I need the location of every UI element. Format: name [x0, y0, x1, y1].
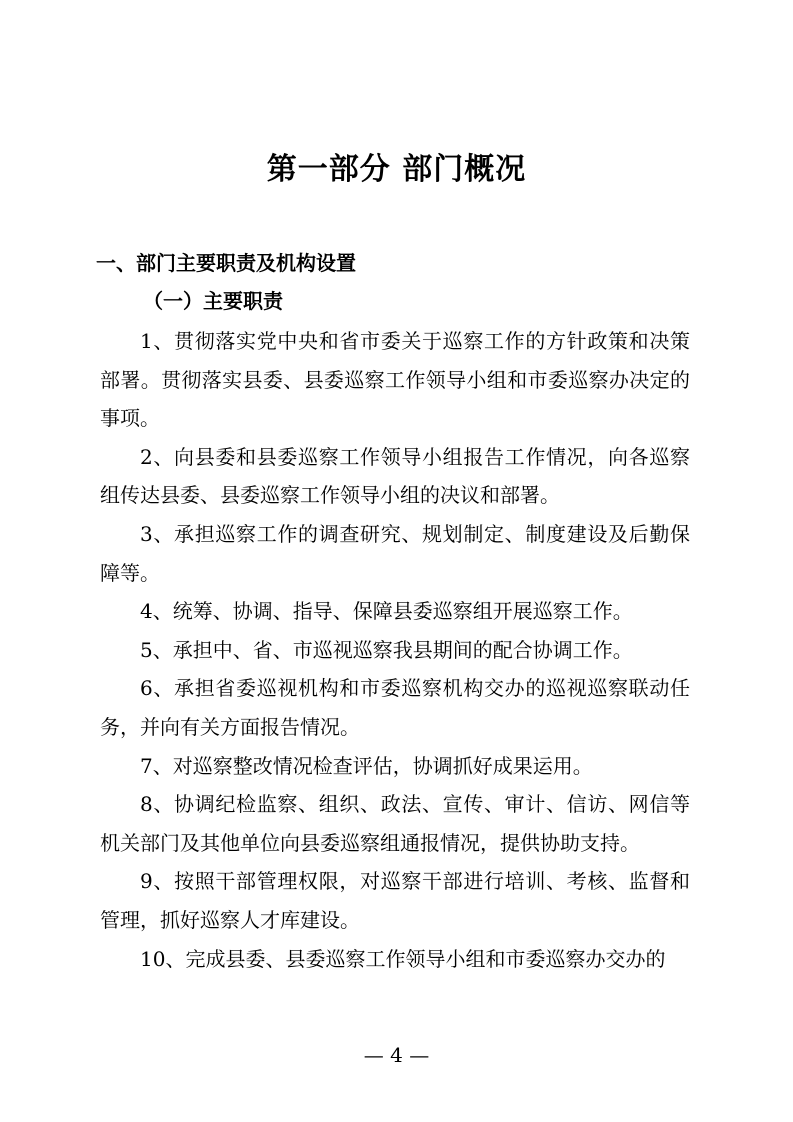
body-text	[100, 322, 690, 978]
paragraph-8: 8、协调纪检监察、组织、政法、宣传、审计、信访、网信等机关部门及其他单位向县委巡察组通报情况，提供协助支持。	[100, 792, 690, 855]
paragraph-3: 3、承担巡察工作的调查研究、规划制定、制度建设及后勤保障等。	[100, 521, 690, 585]
paragraph-2: 2、向县委和县委巡察工作领导小组报告工作情况，向各巡察组传达县委、县委巡察工作领导小组的决议和部署。	[100, 444, 690, 508]
paragraph-6: 6、承担省委巡视机构和市委巡察机构交办的巡视巡察联动任务，并向有关方面报告情况。	[100, 676, 690, 739]
paragraph-5: 5、承担中、省、市巡视巡察我县期间的配合协调工作。	[140, 637, 633, 662]
paragraph-1: 1、贯彻落实党中央和省市委关于巡察工作的方针政策和决策部署。贯彻落实县委、县委巡察工作领导小组和市委巡察办决定的事项。	[100, 329, 690, 431]
section-heading: 一、部门主要职责及机构设置	[96, 251, 356, 275]
paragraph-7: 7、对巡察整改情况检查评估，协调抓好成果运用。	[140, 753, 593, 778]
sub-heading: （一）主要职责	[143, 289, 283, 313]
page-number: — 4 —	[363, 1043, 430, 1067]
paragraph-10: 10、完成县委、县委巡察工作领导小组和市委巡察办交办的	[140, 946, 666, 971]
page-title: 第一部分 部门概况	[266, 152, 527, 187]
paragraph-4: 4、统筹、协调、指导、保障县委巡察组开展巡察工作。	[140, 599, 633, 624]
paragraph-9: 9、按照干部管理权限，对巡察干部进行培训、考核、监督和管理，抓好巡察人才库建设。	[100, 869, 690, 932]
